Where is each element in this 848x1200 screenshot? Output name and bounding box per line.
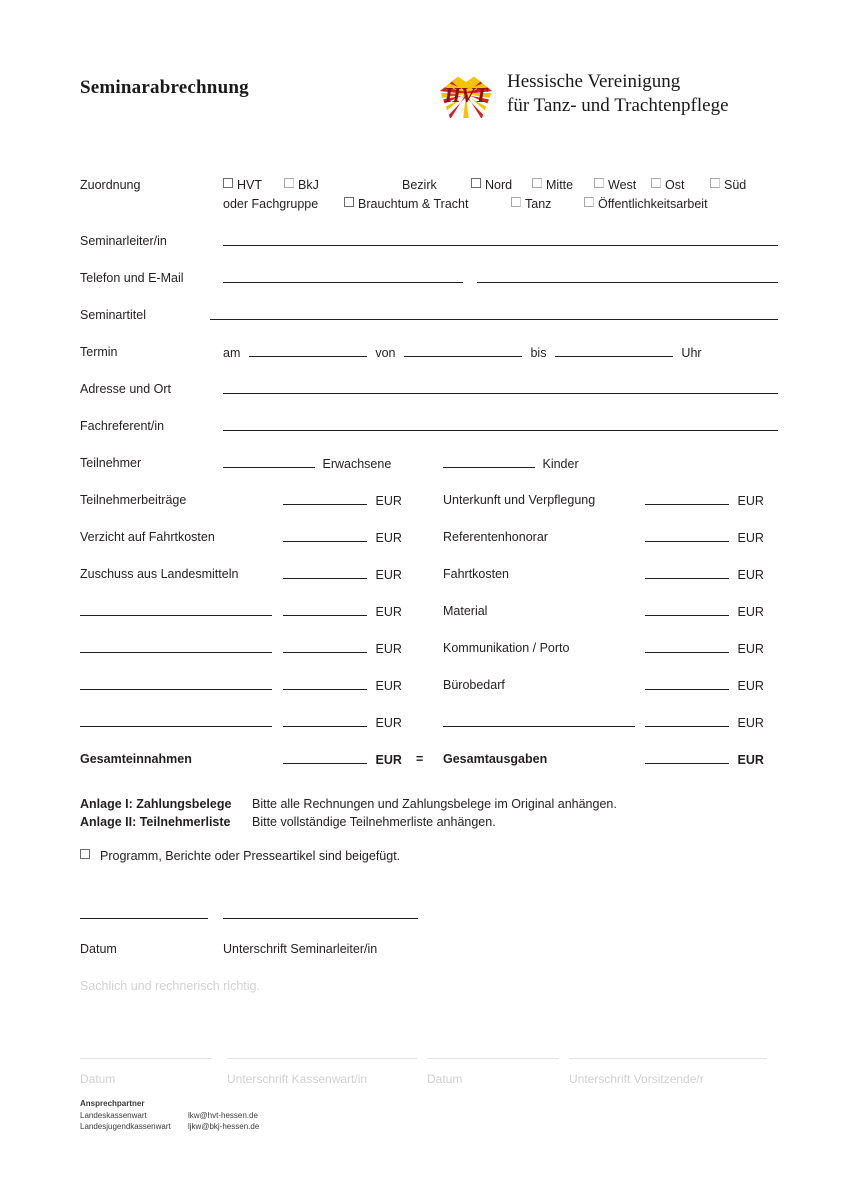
anlage-2-title: Anlage II: Teilnehmerliste (80, 815, 231, 829)
currency-label: EUR (737, 753, 764, 767)
label-income-3: Zuschuss aus Landesmitteln (80, 567, 239, 581)
input-expense-7[interactable] (645, 715, 764, 731)
signature-line-vorsitzende[interactable] (569, 1058, 767, 1059)
organization-name (507, 70, 729, 119)
checkbox-icon[interactable] (80, 849, 90, 859)
label-expense-2: Referentenhonorar (443, 530, 548, 544)
input-teilnehmer-kinder-rule[interactable] (443, 456, 535, 468)
input-seminartitel[interactable] (210, 308, 778, 324)
label-expense-5: Kommunikation / Porto (443, 641, 570, 655)
fachgruppe-option-oeffentlichkeitsarbeit[interactable] (584, 197, 708, 212)
input-telefon[interactable] (223, 271, 463, 287)
input-income-label-4-rule[interactable] (80, 604, 272, 616)
input-fachreferent-rule[interactable] (223, 419, 778, 431)
checkbox-icon[interactable] (471, 178, 481, 188)
currency-label: EUR (737, 642, 764, 656)
row-seminarleiter (80, 234, 778, 271)
bezirk-option-west-label: West (608, 178, 637, 192)
currency-label: EUR (737, 605, 764, 619)
zuordnung-option-bkj-label: BkJ (298, 178, 319, 192)
label-bezirk: Bezirk (402, 178, 437, 192)
input-seminarleiter-rule[interactable] (223, 234, 778, 246)
currency-label: EUR (737, 568, 764, 582)
contact-email[interactable]: ljkw@bkj-hessen.de (188, 1122, 260, 1131)
input-seminarleiter[interactable] (223, 234, 778, 250)
row-fachreferent (80, 419, 778, 456)
input-termin-von-rule[interactable] (404, 345, 522, 357)
bezirk-option-sued-label: Süd (724, 178, 747, 192)
label-expense-1: Unterkunft und Verpflegung (443, 493, 596, 507)
input-expense-6-rule[interactable] (645, 678, 729, 690)
label-expense-6: Bürobedarf (443, 678, 505, 692)
signature-line-seminarleiter[interactable] (223, 918, 418, 919)
bezirk-option-nord[interactable] (471, 178, 512, 193)
currency-label: EUR (375, 494, 402, 508)
attachment-checkbox-row[interactable] (80, 849, 400, 863)
signature-caption-seminarleiter: Unterschrift Seminarleiter/in (223, 942, 378, 956)
finance-row (80, 678, 778, 715)
signature-caption-vorsitzende: Unterschrift Vorsitzende/r (569, 1072, 704, 1086)
row-zuordnung (80, 178, 778, 216)
fachgruppe-option-oeffentlichkeitsarbeit-label: Öffentlichkeitsarbeit (598, 197, 708, 211)
input-expense-7-rule[interactable] (645, 715, 729, 727)
currency-label: EUR (375, 642, 402, 656)
input-income-label-5[interactable] (80, 641, 272, 657)
input-income-2[interactable] (283, 530, 402, 546)
input-income-label-7[interactable] (80, 715, 272, 731)
row-teilnehmer (80, 456, 778, 493)
organization-name-line2: für Tanz- und Trachtenpflege (507, 95, 729, 116)
currency-label: EUR (375, 753, 402, 767)
label-termin: Termin (80, 345, 118, 359)
input-income-label-6-rule[interactable] (80, 678, 272, 690)
contact-row (80, 1121, 259, 1133)
input-expense-3-rule[interactable] (645, 567, 729, 579)
input-termin-bis-rule[interactable] (555, 345, 673, 357)
signature-line-kassenwart[interactable] (227, 1058, 417, 1059)
anlage-1-title: Anlage I: Zahlungsbelege (80, 797, 232, 811)
finance-row (80, 493, 778, 530)
fachgruppe-option-brauchtum[interactable] (344, 197, 468, 212)
label-termin-am: am (223, 346, 241, 360)
currency-label: EUR (737, 716, 764, 730)
anlage-1-text: Bitte alle Rechnungen und Zahlungsbelege im Original anhängen. (252, 797, 617, 811)
input-adresse[interactable] (223, 382, 778, 398)
input-gesamteinnahmen-rule[interactable] (283, 752, 367, 764)
input-income-label-7-rule[interactable] (80, 715, 272, 727)
bezirk-option-ost[interactable] (651, 178, 684, 193)
input-termin-am-rule[interactable] (249, 345, 367, 357)
label-gesamtausgaben: Gesamtausgaben (443, 752, 548, 766)
input-gesamtausgaben-rule[interactable] (645, 752, 729, 764)
label-gesamteinnahmen: Gesamteinnahmen (80, 752, 192, 766)
signature-caption-datum-kassenwart: Datum (80, 1072, 116, 1086)
currency-label: EUR (737, 531, 764, 545)
input-email-rule[interactable] (477, 271, 778, 283)
currency-label: EUR (375, 679, 402, 693)
row-telefon-email (80, 271, 778, 308)
checkbox-icon[interactable] (594, 178, 604, 188)
attachments-note (80, 795, 617, 831)
input-teilnehmer-erwachsene-rule[interactable] (223, 456, 315, 468)
equals-sign: = (416, 752, 424, 766)
input-income-5-rule[interactable] (283, 641, 367, 653)
label-expense-3: Fahrtkosten (443, 567, 510, 581)
input-teilnehmer-kinder[interactable] (443, 456, 579, 472)
contact-email[interactable]: lkw@hvt-hessen.de (188, 1110, 258, 1120)
anlage-2-line (80, 813, 617, 831)
finance-row (80, 641, 778, 678)
contacts-footer (80, 1098, 259, 1133)
input-gesamteinnahmen[interactable] (283, 752, 402, 768)
bezirk-option-sued[interactable] (710, 178, 746, 193)
attachment-checkbox-label: Programm, Berichte oder Presseartikel sind beigefügt. (100, 849, 401, 863)
input-income-7-rule[interactable] (283, 715, 367, 727)
bezirk-option-west[interactable] (594, 178, 636, 193)
signature-caption-datum: Datum (80, 942, 117, 956)
input-teilnehmer-erwachsene[interactable] (223, 456, 391, 472)
input-expense-2-rule[interactable] (645, 530, 729, 542)
input-income-label-4[interactable] (80, 604, 272, 620)
bezirk-option-mitte[interactable] (532, 178, 573, 193)
input-income-4-rule[interactable] (283, 604, 367, 616)
fachgruppe-option-tanz[interactable] (511, 197, 551, 212)
currency-label: EUR (375, 568, 402, 582)
label-income-2: Verzicht auf Fahrtkosten (80, 530, 215, 544)
hvt-logo-icon (438, 68, 494, 120)
svg-text:HVT: HVT (444, 83, 488, 107)
input-fachreferent[interactable] (223, 419, 778, 435)
input-income-6[interactable] (283, 678, 402, 694)
input-income-7[interactable] (283, 715, 402, 731)
anlage-2-text: Bitte vollständige Teilnehmerliste anhängen. (252, 815, 496, 829)
input-expense-5-rule[interactable] (645, 641, 729, 653)
checkbox-icon[interactable] (344, 197, 354, 207)
verification-note: Sachlich und rechnerisch richtig. (80, 979, 260, 993)
label-zuordnung: Zuordnung (80, 178, 141, 192)
input-expense-4-rule[interactable] (645, 604, 729, 616)
finance-row (80, 530, 778, 567)
finance-row (80, 604, 778, 641)
input-expense-1[interactable] (645, 493, 764, 509)
label-seminartitel: Seminartitel (80, 308, 146, 322)
currency-label: EUR (375, 716, 402, 730)
label-kinder: Kinder (542, 457, 579, 471)
fachgruppe-option-tanz-label: Tanz (525, 197, 552, 211)
row-termin (80, 345, 778, 382)
input-expense-5[interactable] (645, 641, 764, 657)
label-fachgruppe: oder Fachgruppe (223, 197, 319, 211)
checkbox-icon[interactable] (532, 178, 542, 188)
bezirk-option-ost-label: Ost (665, 178, 685, 192)
signature-line-datum[interactable] (80, 918, 208, 919)
signature-caption-datum-vorsitzende: Datum (427, 1072, 463, 1086)
bezirk-option-nord-label: Nord (485, 178, 513, 192)
row-adresse (80, 382, 778, 419)
zuordnung-option-bkj[interactable] (284, 178, 319, 193)
currency-label: EUR (737, 494, 764, 508)
input-adresse-rule[interactable] (223, 382, 778, 394)
input-seminartitel-rule[interactable] (210, 308, 778, 320)
label-teilnehmer: Teilnehmer (80, 456, 142, 470)
input-income-3[interactable] (283, 567, 402, 583)
document-header (80, 68, 780, 130)
checkbox-icon[interactable] (511, 197, 521, 207)
organization-name-line1: Hessische Vereinigung (507, 70, 681, 92)
checkbox-icon[interactable] (284, 178, 294, 188)
input-expense-1-rule[interactable] (645, 493, 729, 505)
input-expense-6[interactable] (645, 678, 764, 694)
input-income-label-5-rule[interactable] (80, 641, 272, 653)
contact-role: Landeskassenwart (80, 1110, 147, 1120)
input-expense-2[interactable] (645, 530, 764, 546)
input-email[interactable] (477, 271, 778, 287)
currency-label: EUR (375, 531, 402, 545)
input-telefon-rule[interactable] (223, 271, 463, 283)
zuordnung-option-hvt-label: HVT (237, 178, 262, 192)
input-income-1-rule[interactable] (283, 493, 367, 505)
checkbox-icon[interactable] (710, 178, 720, 188)
checkbox-icon[interactable] (223, 178, 233, 188)
input-income-5[interactable] (283, 641, 402, 657)
signature-caption-kassenwart: Unterschrift Kassenwart/in (227, 1072, 368, 1086)
input-expense-label-7-rule[interactable] (443, 715, 635, 727)
label-termin-uhr: Uhr (681, 346, 702, 360)
label-termin-bis: bis (530, 346, 547, 360)
label-adresse: Adresse und Ort (80, 382, 172, 396)
contact-role: Landesjugendkassenwart (80, 1122, 171, 1131)
finance-row (80, 715, 778, 752)
input-income-6-rule[interactable] (283, 678, 367, 690)
input-income-label-6[interactable] (80, 678, 272, 694)
input-expense-4[interactable] (645, 604, 764, 620)
finance-row (80, 567, 778, 604)
currency-label: EUR (737, 679, 764, 693)
label-income-1: Teilnehmerbeiträge (80, 493, 187, 507)
label-termin-von: von (375, 346, 396, 360)
contacts-title: Ansprechpartner (80, 1099, 145, 1108)
zuordnung-option-hvt[interactable] (223, 178, 262, 193)
termin-group (223, 345, 702, 361)
input-income-2-rule[interactable] (283, 530, 367, 542)
input-gesamtausgaben[interactable] (645, 752, 764, 768)
label-fachreferent: Fachreferent/in (80, 419, 165, 433)
fachgruppe-option-brauchtum-label: Brauchtum & Tracht (358, 197, 469, 211)
anlage-1-line (80, 795, 617, 813)
input-expense-3[interactable] (645, 567, 764, 583)
input-expense-label-7[interactable] (443, 715, 635, 731)
checkbox-icon[interactable] (584, 197, 594, 207)
input-income-1[interactable] (283, 493, 402, 509)
input-income-4[interactable] (283, 604, 402, 620)
finance-totals-row (80, 752, 778, 780)
page-title: Seminarabrechnung (80, 77, 249, 98)
row-seminartitel (80, 308, 778, 345)
signature-line-datum-vorsitzende[interactable] (427, 1058, 559, 1059)
label-telefon-email: Telefon und E-Mail (80, 271, 184, 285)
form-body (80, 178, 778, 780)
organization-branding (438, 68, 729, 120)
input-income-3-rule[interactable] (283, 567, 367, 579)
label-expense-4: Material (443, 604, 488, 618)
bezirk-option-mitte-label: Mitte (546, 178, 574, 192)
checkbox-icon[interactable] (651, 178, 661, 188)
label-seminarleiter: Seminarleiter/in (80, 234, 167, 248)
label-erwachsene: Erwachsene (322, 457, 392, 471)
contact-row (80, 1110, 259, 1122)
currency-label: EUR (375, 605, 402, 619)
signature-line-datum-kassenwart[interactable] (80, 1058, 212, 1059)
